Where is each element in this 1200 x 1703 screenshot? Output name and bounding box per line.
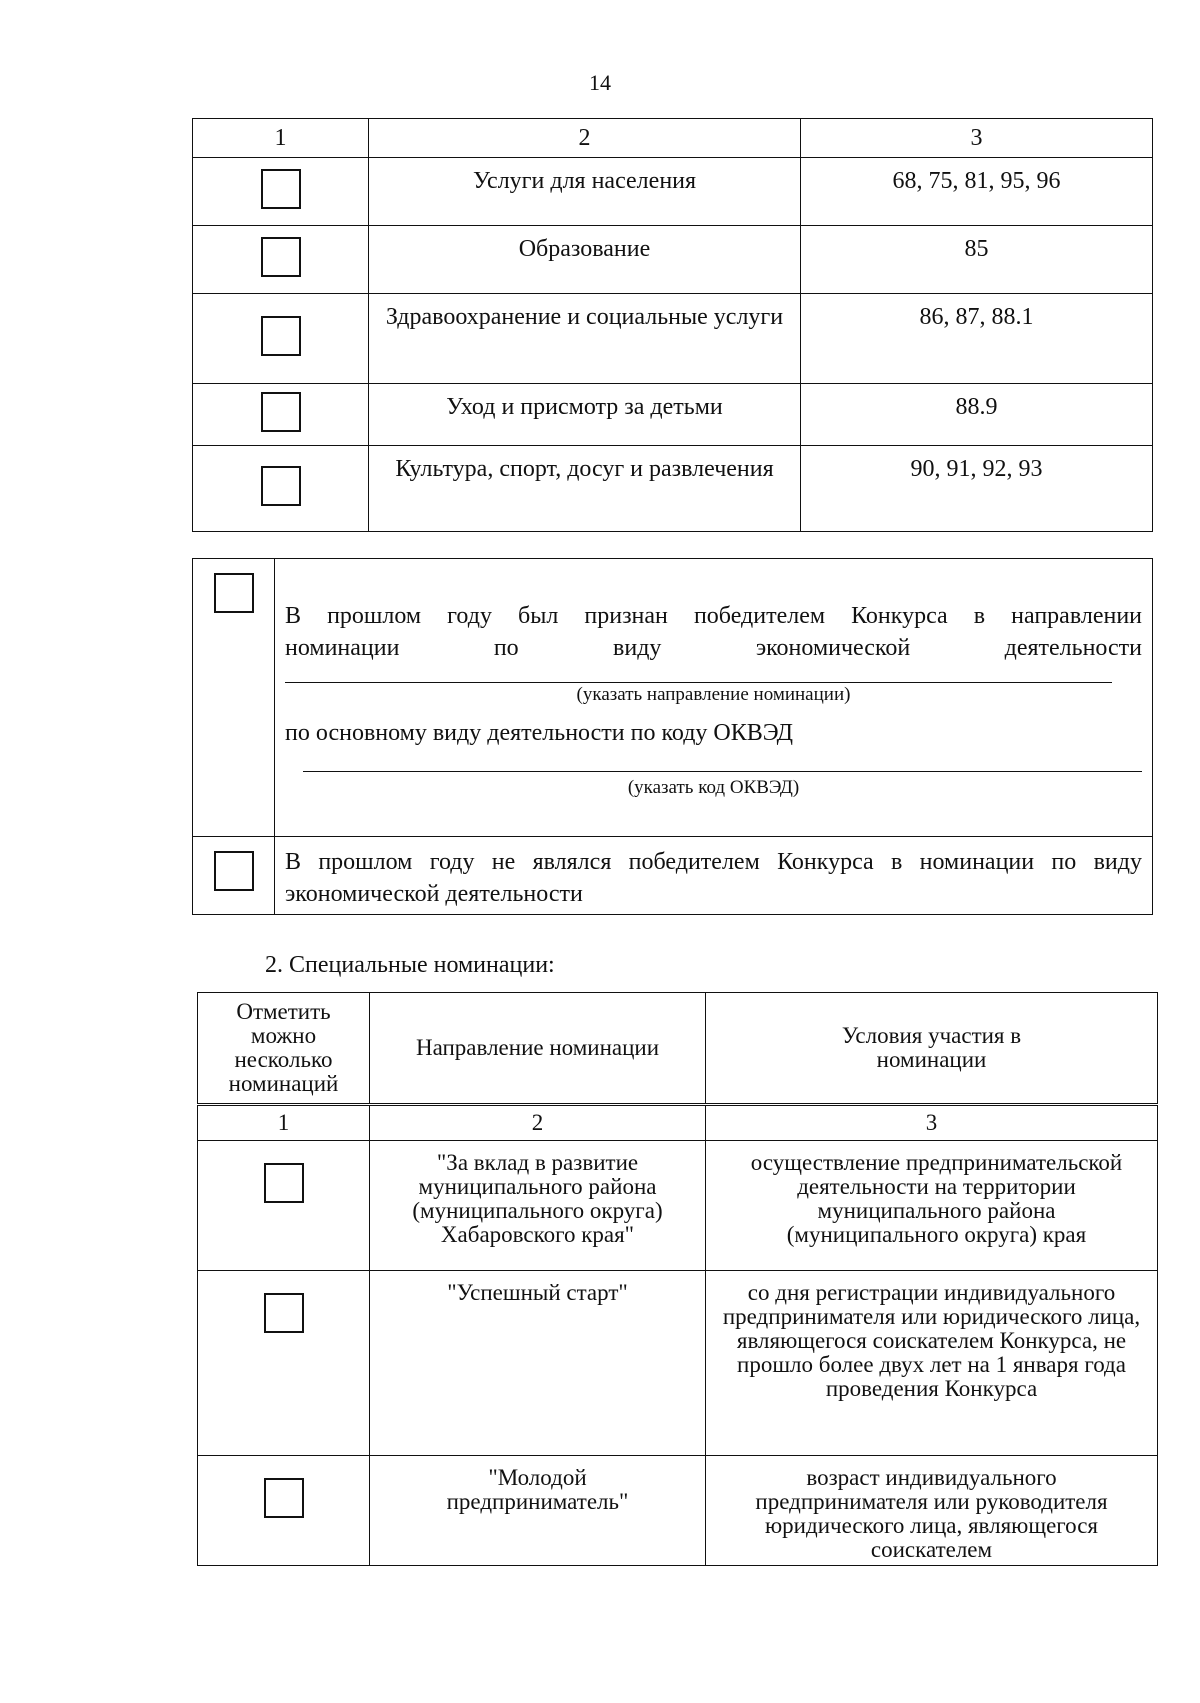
direction-input-line[interactable] — [285, 664, 1112, 683]
table-row — [193, 559, 1153, 837]
activity-name: Услуги для населения — [369, 158, 801, 226]
okved-hint: (указать код ОКВЭД) — [627, 776, 800, 798]
nomination-checkbox[interactable] — [261, 237, 301, 277]
checkbox-cell — [198, 1271, 370, 1456]
column-number: 1 — [193, 119, 369, 158]
mark-column-header: Отметить можно несколько номинаций — [198, 993, 370, 1105]
table-row — [193, 226, 1153, 294]
checkbox-cell — [198, 1141, 370, 1271]
column-number: 3 — [706, 1105, 1158, 1141]
table-row — [198, 1456, 1158, 1566]
direction-column-header: Направление номинации — [370, 993, 706, 1105]
okved-codes: 88.9 — [801, 384, 1153, 446]
table-row — [193, 446, 1153, 532]
not-winner-text: В прошлом году не являлся победителем Конкурса в номинации по виду экономической деятельности — [275, 837, 1153, 915]
activity-name: Здравоохранение и социальные услуги — [369, 294, 801, 384]
checkbox-cell — [198, 1456, 370, 1566]
table-header-row — [193, 119, 1153, 158]
okved-input-line[interactable] — [303, 749, 1142, 772]
nomination-checkbox[interactable] — [261, 466, 301, 506]
checkbox-cell — [193, 559, 275, 837]
checkbox-cell — [193, 384, 369, 446]
column-numbers-row — [198, 1105, 1158, 1141]
nomination-checkbox[interactable] — [264, 1478, 304, 1518]
nomination-direction: "За вклад в развитие муниципального района (муниципального округа) Хабаровского края" — [370, 1141, 706, 1271]
checkbox-cell — [193, 446, 369, 532]
nomination-checkbox[interactable] — [264, 1163, 304, 1203]
nomination-checkbox[interactable] — [264, 1293, 304, 1333]
table-row — [198, 1271, 1158, 1456]
not-winner-checkbox[interactable] — [214, 851, 254, 891]
special-nominations-table — [197, 992, 1158, 1566]
winner-description — [275, 559, 1153, 837]
activity-nominations-table — [192, 118, 1153, 532]
column-number: 3 — [801, 119, 1153, 158]
nomination-condition: осуществление предпринимательской деятельности на территории муниципального района (муниципального округа) края — [706, 1141, 1158, 1271]
checkbox-cell — [193, 158, 369, 226]
nomination-checkbox[interactable] — [261, 392, 301, 432]
table-row — [198, 1141, 1158, 1271]
activity-name: Уход и присмотр за детьми — [369, 384, 801, 446]
winner-text-line1: В прошлом году был признан победителем Конкурса в направлении — [285, 602, 1142, 629]
nomination-checkbox[interactable] — [261, 316, 301, 356]
nomination-condition: возраст индивидуального предпринимателя или руководителя юридического лица, являющегося соискателем — [706, 1456, 1158, 1566]
column-number: 1 — [198, 1105, 370, 1141]
winner-text-line2: номинации по виду экономической деятельности — [285, 634, 1142, 661]
okved-codes: 68, 75, 81, 95, 96 — [801, 158, 1153, 226]
table-header-row — [198, 993, 1158, 1105]
page-number: 14 — [589, 70, 611, 95]
checkbox-cell — [193, 294, 369, 384]
table-row — [193, 294, 1153, 384]
okved-codes: 85 — [801, 226, 1153, 294]
okved-text: по основному виду деятельности по коду ОКВЭД — [285, 719, 793, 746]
nomination-direction: "Молодой предприниматель" — [370, 1456, 706, 1566]
activity-name: Культура, спорт, досуг и развлечения — [369, 446, 801, 532]
okved-codes: 90, 91, 92, 93 — [801, 446, 1153, 532]
winner-status-table — [192, 558, 1153, 915]
nomination-checkbox[interactable] — [261, 169, 301, 209]
conditions-column-header: Условия участия в номинации — [706, 993, 1158, 1105]
column-number: 2 — [370, 1105, 706, 1141]
activity-name: Образование — [369, 226, 801, 294]
table-row — [193, 837, 1153, 915]
nomination-direction: "Успешный старт" — [370, 1271, 706, 1456]
winner-checkbox[interactable] — [214, 573, 254, 613]
column-number: 2 — [369, 119, 801, 158]
okved-codes: 86, 87, 88.1 — [801, 294, 1153, 384]
section-title: 2. Специальные номинации: — [265, 952, 555, 978]
table-row — [193, 384, 1153, 446]
table-row — [193, 158, 1153, 226]
checkbox-cell — [193, 837, 275, 915]
checkbox-cell — [193, 226, 369, 294]
nomination-condition: со дня регистрации индивидуального предпринимателя или юридического лица, являющегося соискателем Конкурса, не прошло более двух лет на 1 января года проведения Конкурса — [706, 1271, 1158, 1456]
direction-hint: (указать направление номинации) — [576, 683, 851, 705]
